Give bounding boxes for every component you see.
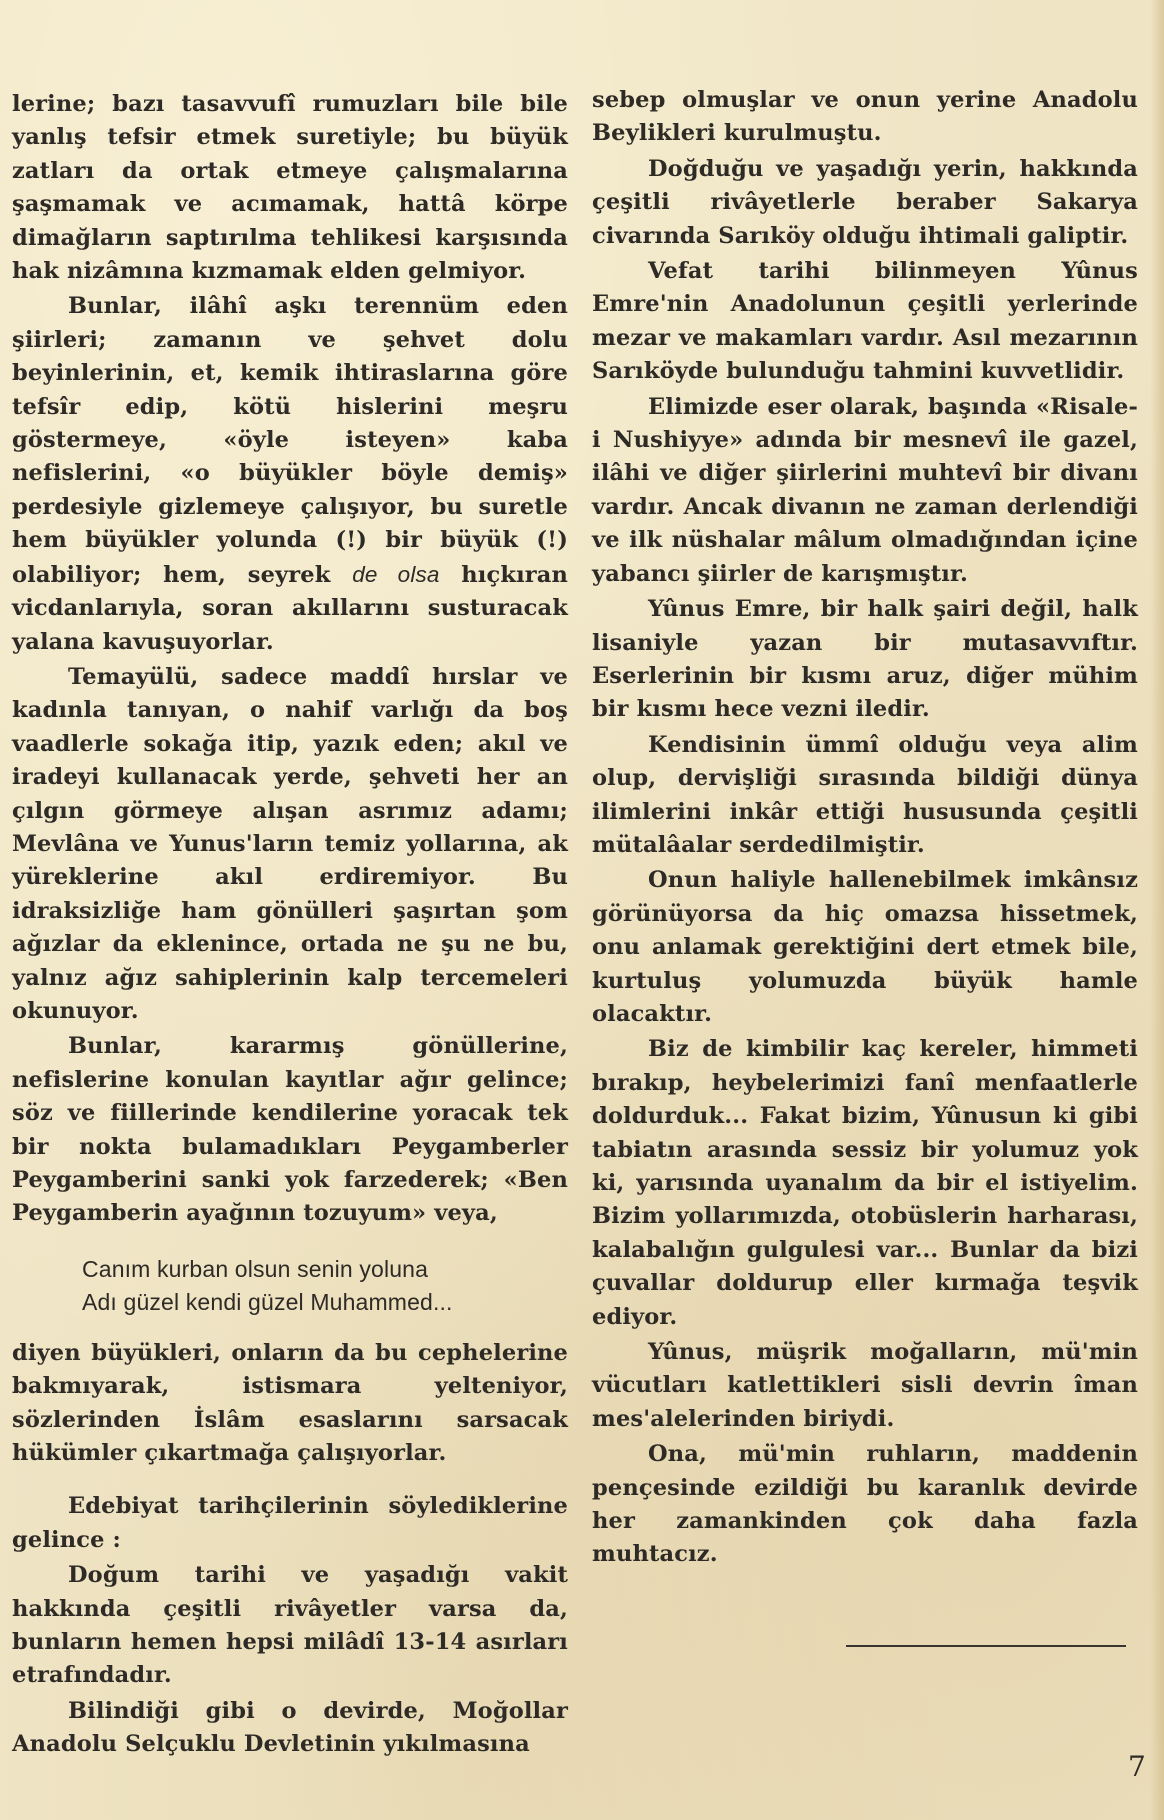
paragraph: Bilindiği gibi o devirde, Moğollar Anadolu Selçuklu Devletinin yıkılmasına — [12, 1697, 568, 1758]
paragraph: Doğum tarihi ve yaşadığı vakit hakkında çeşitli rivâyetler varsa da, bunların hemen hepsi milâdî 13-14 asırları etrafındadır. — [12, 1562, 568, 1689]
paragraph: Yûnus Emre, bir halk şairi değil, halk lisaniyle yazan bir mutasavvıftır. Eserlerinin bir kısmı aruz, diğer mühim bir kısmı hece vezni iledir. — [592, 596, 1138, 723]
poem-line: Canım kurban olsun senin yoluna — [82, 1255, 429, 1282]
page-edge-shadow — [1150, 0, 1164, 1820]
italic-phrase: de olsa — [352, 561, 440, 587]
poem-line: Adı güzel kendi güzel Muhammed... — [82, 1288, 453, 1315]
paragraph: sebep olmuşlar ve onun yerine Anadolu Beylikleri kurulmuştu. — [592, 87, 1138, 147]
paragraph: Ona, mü'min ruhların, maddenin pençesinde ezildiği bu karanlık devirde her zamankinden çok daha fazla muhtacız. — [592, 1441, 1138, 1568]
page-number: 7 — [1128, 1750, 1146, 1783]
paragraph: Temayülü, sadece maddî hırslar ve kadınla tanıyan, o nahif varlığı da boş vaadlerle sokağa itip, yazık eden; akıl ve iradeyi kullanacak yerde, şehveti her an çılgın görmeye alışan asrımız adamı; Mevlâna ve Yunus'ların temiz yollarına, ak yüreklerine akıl erdiremiyor. Bu idraksizliğe ham gönülleri şaşırtan şom ağızlar da eklenince, ortada ne şu ne bu, yalnız ağız sahiplerinin kalp tercemeleri okunuyor. — [12, 663, 568, 1024]
paragraph: Bunlar, ilâhî aşkı terennüm eden şiirleri; zamanın ve şehvet dolu beyinlerinin, et, kemik ihtiraslarına göre tefsîr edip, kötü hislerini meşru göstermeye, «öyle isteyen» kaba nefislerini, «o büyükler böyle demiş» perdesiyle gizlemeye çalışıyor, bu suretle hem büyükler yolunda (!) bir büyük (!) olabiliyor; hem, seyrek de olsa hıçkıran vicdanlarıyla, soran akıllarını susturacak yalana kavuşuyorlar. — [12, 293, 569, 655]
paragraph: Vefat tarihi bilinmeyen Yûnus Emre'nin Anadolunun çeşitli yerlerinde mezar ve makamları vardır. Asıl mezarının Sarıköyde bulunduğu tahmini kuvvetlidir. — [592, 258, 1138, 385]
article-end-rule — [846, 1645, 1126, 1647]
paragraph: Elimizde eser olarak, başında «Risale-i Nushiyye» adında bir mesnevî ile gazel, ilâhi ve diğer şiirlerini muhtevî bir divanı vardır. Ancak divanın ne zaman derlendiği ve ilk nüshalar mâlum olmadığından içine yabancı şiirler de karışmıştır. — [592, 393, 1138, 587]
paragraph: diyen büyükleri, onların da bu cephelerine bakmıyarak, istismara yelteniyor, sözlerinden İslâm esaslarını sarsacak hükümler çıkartmağa çalışıyorlar. — [12, 1339, 568, 1467]
poem-quote — [82, 1253, 568, 1319]
paragraph: Kendisinin ümmî olduğu veya alim olup, dervişliği sırasında bildiği dünya ilimlerini inkâr ettiği hususunda çeşitli mütalâalar serdedilmiştir. — [592, 731, 1138, 858]
right-column — [592, 84, 1138, 1574]
paragraph: Doğduğu ve yaşadığı yerin, hakkında çeşitli rivâyetlerle beraber Sakarya civarında Sarıköy olduğu ihtimali galiptir. — [592, 155, 1138, 249]
spacer — [12, 1472, 568, 1490]
paragraph: Onun haliyle hallenebilmek imkânsız görünüyorsa da hiç omazsa hissetmek, onu anlamak gerektiğini dert etmek bile, kurtuluş yolumuzda büyük hamle olacaktır. — [592, 867, 1138, 1027]
left-column — [12, 88, 568, 1764]
paragraph: Yûnus, müşrik moğalların, mü'min vücutları katlettikleri sisli devrin îman mes'alelerinden biriydi. — [592, 1339, 1138, 1432]
paragraph: Bunlar, kararmış gönüllerine, nefislerine konulan kayıtlar ağır gelince; söz ve fiillerinde kendilerine yoracak tek bir nokta bulamadıkları Peygamberler Peygamberini sanki yok farzederek; «Ben Peygamberin ayağının tozuyum» veya, — [12, 1033, 568, 1227]
paragraph: Biz de kimbilir kaç kereler, himmeti bırakıp, heybelerimizi fanî menfaatlerle doldurduk... Fakat bizim, Yûnusun ki gibi tabiatın arasında sessiz bir yolumuz yok ki, yarısında uyanalım da bir el istiyelim. Bizim yollarımızda, otobüslerin harharası, kalabalığın gulgulesi var... Bunlar da bizi çuvallar doldurup eller kırmağa teşvik ediyor. — [592, 1036, 1138, 1330]
paragraph: lerine; bazı tasavvufî rumuzları bile bile yanlış tefsir etmek suretiyle; bu büyük zatları da ortak etmeye çalışmalarına şaşmamak ve acımamak, hattâ körpe dimağların saptırılma tehlikesi karşısında hak nizâmına kızmamak elden gelmiyor. — [12, 91, 568, 285]
paragraph: Edebiyat tarihçilerinin söylediklerine gelince : — [12, 1493, 568, 1553]
